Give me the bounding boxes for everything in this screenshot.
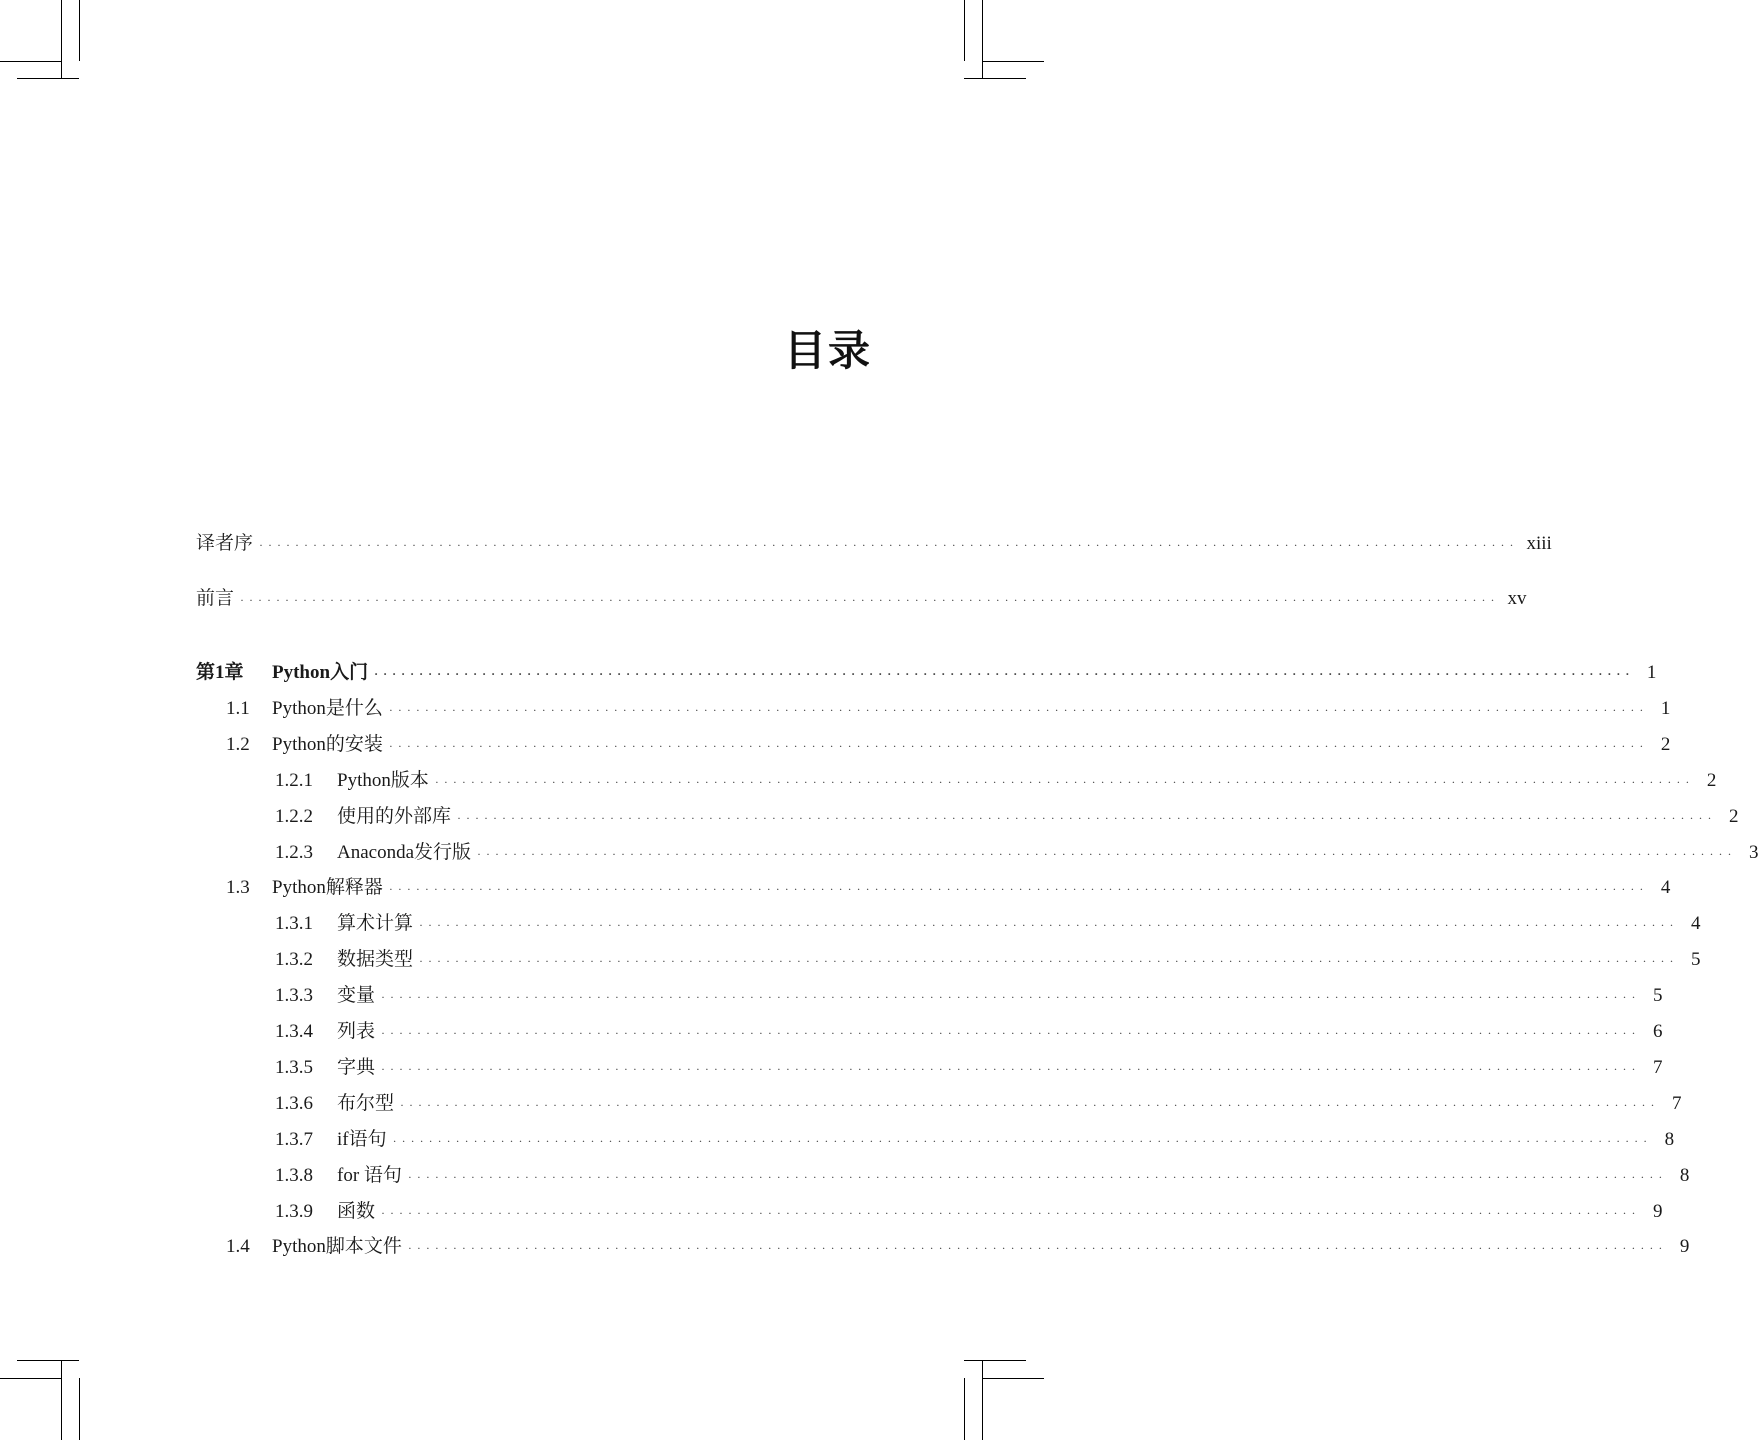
toc-entry[interactable]: [196, 981, 1663, 1011]
toc-entry-label: Python的安装: [272, 734, 383, 755]
crop-mark: [982, 1378, 1044, 1379]
toc-entry-number: 1.2.1: [275, 770, 313, 791]
toc-entry[interactable]: [196, 1017, 1663, 1047]
page-title: 目录: [783, 326, 872, 375]
toc-entry-page-number: 3: [1748, 842, 1758, 863]
toc-entry-number: 1.3: [226, 877, 250, 898]
crop-mark: [964, 1360, 1026, 1361]
toc-entry-page-number: 4: [1660, 877, 1671, 898]
toc-entry-label: for 语句: [337, 1165, 402, 1186]
toc-entry-number: 1.2.3: [275, 842, 313, 863]
toc-entry[interactable]: [196, 730, 1671, 760]
crop-mark: [964, 1378, 965, 1440]
dot-leader: ············································································································································: [388, 739, 1649, 753]
crop-mark: [17, 78, 79, 79]
toc-entry[interactable]: [196, 838, 1758, 868]
crop-mark: [982, 1360, 983, 1440]
toc-entry-page-number: 6: [1652, 1021, 1663, 1042]
toc-entry-page-number: 5: [1652, 985, 1663, 1006]
crop-mark: [61, 1360, 62, 1440]
crop-mark: [982, 61, 1044, 62]
toc-entry-label: if语句: [337, 1129, 387, 1150]
toc-entry[interactable]: [196, 766, 1717, 796]
toc-entry[interactable]: [196, 873, 1671, 903]
toc-entry-number: 1.3.9: [275, 1201, 313, 1222]
toc-entry-page-number: 2: [1706, 770, 1717, 791]
toc-entry-page-number: 2: [1728, 806, 1739, 827]
dot-leader: ············································································································································: [259, 538, 1519, 552]
crop-mark: [0, 61, 62, 62]
toc-entry-page-number: 1: [1660, 698, 1671, 719]
toc-entry-label: 算术计算: [337, 913, 414, 934]
dot-leader: ············································································································································: [240, 593, 1500, 607]
toc-entry-page-number: xv: [1507, 588, 1527, 609]
toc-entry-label: 函数: [337, 1201, 376, 1222]
toc-entry-number: 1.1: [226, 698, 250, 719]
dot-leader: ············································································································································: [419, 954, 1679, 968]
toc-entry-label: Python版本: [337, 770, 429, 791]
toc-entry[interactable]: [196, 1125, 1675, 1155]
toc-entry[interactable]: [196, 802, 1739, 832]
dot-leader: ············································································································································: [419, 918, 1679, 932]
toc-entry-number: 1.3.7: [275, 1129, 313, 1150]
toc-entry[interactable]: [196, 584, 1527, 614]
toc-entry-label: Python入门: [272, 662, 369, 683]
dot-leader: ············································································································································: [407, 1241, 1668, 1255]
toc-entry-label: Python是什么: [272, 698, 383, 719]
toc-entry-label: Python脚本文件: [272, 1236, 402, 1257]
toc-entry-label: 使用的外部库: [337, 806, 452, 827]
toc-entry-page-number: 8: [1664, 1129, 1675, 1150]
toc-entry-page-number: 9: [1679, 1236, 1690, 1257]
dot-leader: ············································································································································: [388, 703, 1649, 717]
dot-leader: ············································································································································: [374, 667, 1635, 681]
toc-entry-label: 布尔型: [337, 1093, 395, 1114]
toc-entry-label: 前言: [196, 588, 235, 609]
dot-leader: ············································································································································: [388, 882, 1649, 896]
dot-leader: ············································································································································: [381, 990, 1641, 1004]
toc-entry-page-number: 7: [1671, 1093, 1682, 1114]
toc-entry-number: 1.3.8: [275, 1165, 313, 1186]
toc-entry[interactable]: [196, 694, 1671, 724]
crop-mark: [982, 0, 983, 79]
toc-entry-label: Python解释器: [272, 877, 383, 898]
toc-entry-page-number: 2: [1660, 734, 1671, 755]
toc-entry-number: 1.3.6: [275, 1093, 313, 1114]
crop-mark: [61, 0, 62, 79]
toc-entry[interactable]: [196, 1232, 1690, 1262]
toc-entry-number: 1.2: [226, 734, 250, 755]
crop-mark: [964, 0, 965, 61]
crop-mark: [0, 1378, 62, 1379]
toc-entry-page-number: 5: [1690, 949, 1701, 970]
toc-entry-label: 字典: [337, 1057, 376, 1078]
toc-entry-number: 第1章: [196, 662, 244, 683]
crop-mark: [964, 78, 1026, 79]
toc-entry[interactable]: [196, 1089, 1682, 1119]
toc-entry-page-number: 1: [1646, 662, 1657, 683]
toc-entry-page-number: 8: [1679, 1165, 1690, 1186]
dot-leader: ············································································································································: [392, 1134, 1653, 1148]
toc-entry[interactable]: [196, 1053, 1663, 1083]
toc-entry-number: 1.3.2: [275, 949, 313, 970]
toc-entry[interactable]: [196, 658, 1657, 688]
toc-entry-label: 变量: [337, 985, 376, 1006]
crop-mark: [79, 1378, 80, 1440]
toc-entry-number: 1.3.1: [275, 913, 313, 934]
dot-leader: ············································································································································: [434, 775, 1695, 789]
crop-mark: [79, 0, 80, 61]
dot-leader: ············································································································································: [457, 811, 1717, 825]
toc-entry[interactable]: [196, 909, 1701, 939]
toc-entry-number: 1.4: [226, 1236, 250, 1257]
toc-entry[interactable]: [196, 529, 1552, 559]
toc-entry-page-number: xiii: [1526, 533, 1552, 554]
toc-entry-number: 1.3.5: [275, 1057, 313, 1078]
toc-entry-label: 数据类型: [337, 949, 414, 970]
toc-entry-label: Anaconda发行版: [337, 842, 472, 863]
toc-entry-label: 译者序: [196, 533, 254, 554]
toc-entry[interactable]: [196, 945, 1701, 975]
dot-leader: ············································································································································: [477, 847, 1737, 861]
dot-leader: ············································································································································: [381, 1062, 1641, 1076]
toc-entry-number: 1.3.3: [275, 985, 313, 1006]
toc-entry-page-number: 7: [1652, 1057, 1663, 1078]
toc-entry-number: 1.3.4: [275, 1021, 313, 1042]
toc-entry-label: 列表: [337, 1021, 376, 1042]
crop-mark: [17, 1360, 79, 1361]
toc-entry-page-number: 4: [1690, 913, 1701, 934]
toc-entry-number: 1.2.2: [275, 806, 313, 827]
dot-leader: ············································································································································: [381, 1026, 1641, 1040]
dot-leader: ············································································································································: [400, 1098, 1660, 1112]
dot-leader: ············································································································································: [407, 1170, 1668, 1184]
toc-entry-page-number: 9: [1652, 1201, 1663, 1222]
toc-entry[interactable]: [196, 1197, 1663, 1227]
dot-leader: ············································································································································: [381, 1206, 1641, 1220]
toc-entry[interactable]: [196, 1161, 1690, 1191]
